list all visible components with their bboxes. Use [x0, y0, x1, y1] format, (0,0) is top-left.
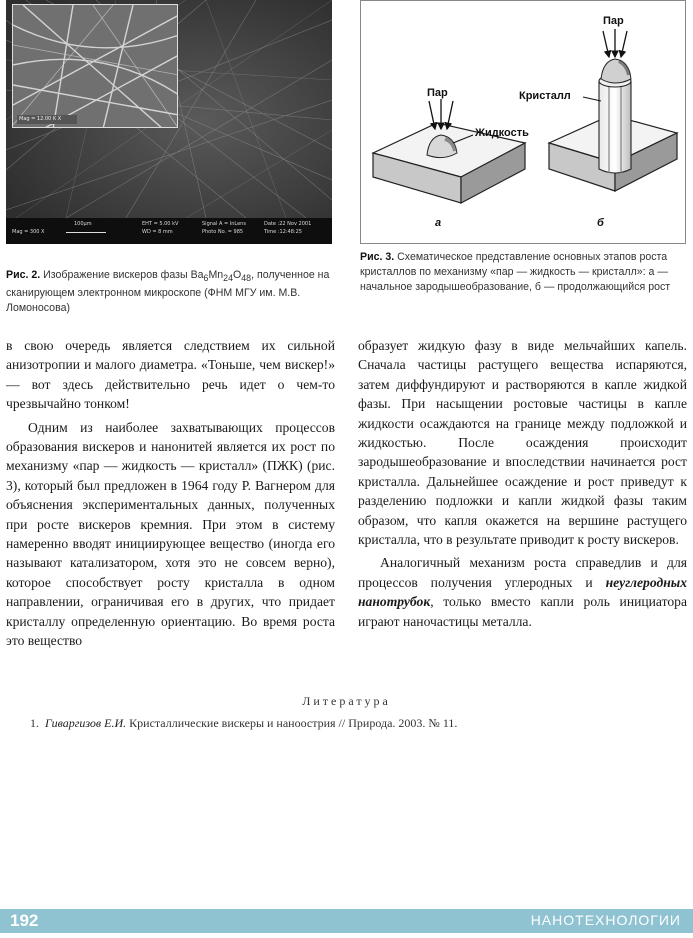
- panel-a-label: а: [435, 217, 442, 229]
- formula-part: Mn: [208, 269, 224, 281]
- right-paragraph-1: образует жидкую фазу в виде мельчайших капель. Сначала частицы растущего вещества испаряются, затем диффундируют и растворяются в капле жидкой фазы. При насыщении ростовые частицы в капле жидкости осаждаются на границе между подложкой и жидкостью. После осаждения происходит зародышеобразование и впоследствии начинается рост кристалла. Дальнейшее осаждение и рост приведут к разделению подложки и капли жидкой фазы таким образом, что капля окажется на вершине растущего кристалла, что в результате приводит к росту вискеров.: [358, 338, 687, 548]
- scale-bar: [66, 232, 106, 233]
- figure2-caption-text: Изображение вискеров фазы Ba: [40, 269, 204, 281]
- mag-label: Mag = 300 X: [12, 229, 45, 235]
- figure3-caption: [360, 250, 690, 295]
- left-column: [6, 336, 335, 651]
- literature-title: Кристаллические вискеры и наноострия // Природа. 2003. № 11.: [126, 716, 458, 730]
- sem-inset-image: [12, 4, 178, 128]
- photo-label: Photo No. = 985: [202, 229, 244, 235]
- paragraph-text-end: , только вместо капли роль инициатора играют наночастицы металла.: [358, 594, 687, 629]
- crystal-label: Кристалл: [519, 90, 571, 102]
- page-number: 192: [10, 911, 39, 930]
- literature-item: [30, 716, 670, 731]
- vls-schematic-figure: [360, 0, 686, 244]
- signal-label: Signal A = InLens: [202, 221, 246, 227]
- figure2-caption-text-end: , полученное на сканирующем электронном микроскопе (ФНМ МГУ им. М.В. Ломоносова): [6, 269, 330, 315]
- formula-sub: 24: [223, 273, 233, 284]
- vapor-label-b: Пар: [603, 15, 624, 27]
- figure3-caption-label: Рис. 3.: [360, 251, 395, 263]
- right-column: [358, 336, 687, 631]
- liquid-label: Жидкость: [475, 127, 529, 139]
- emphasis-term: неуглеродных нанотрубок: [358, 574, 687, 610]
- formula-sub: 48: [241, 273, 252, 284]
- figure2-caption: [6, 268, 336, 316]
- sem-info-bar: [6, 218, 332, 244]
- scale-label: 100μm: [74, 221, 92, 227]
- sem-image-figure: [6, 0, 332, 244]
- inset-info-text: Mag = 12.00 K X: [19, 116, 62, 122]
- page-footer: [0, 909, 693, 933]
- vls-diagram: [361, 1, 687, 245]
- journal-name: НАНОТЕХНОЛОГИИ: [530, 912, 681, 928]
- figure3-caption-text: Схематическое представление основных этапов роста кристаллов по механизму «пар — жидкость — кристалл»: а — начальное зародышеобразование, б — продолжающийся рост: [360, 251, 671, 293]
- panel-b-label: б: [597, 217, 604, 229]
- time-label: Time :12:48:25: [264, 229, 302, 235]
- formula-part: O: [233, 269, 242, 281]
- literature-heading: Литература: [302, 694, 391, 708]
- literature-number: 1.: [30, 716, 39, 730]
- literature-author: Гиваргизов Е.И.: [45, 716, 127, 730]
- paragraph-text: Аналогичный механизм роста справедлив и для процессов получения углеродных и: [358, 555, 687, 590]
- wd-label: WD = 8 mm: [142, 229, 173, 235]
- vapor-label-a: Пар: [427, 87, 448, 99]
- left-paragraph-2: Одним из наиболее захватывающих процессов образования вискеров и нанонитей является их рост по механизму «пар — жидкость — кристалл» (ПЖК) (рис. 3), который был предложен в 1964 году Р. Вагнером для объяснения экспериментальных данных, полученных при росте вискеров кремния. При этом в систему намеренно вводят инициирующее вещество (иногда его называют катализатором, хотя это не совсем верно), которое способствует росту кристалла в одном направлении, ограничивая его в других, что придает кристаллу определенную ориентацию. Во время роста это вещество: [6, 419, 335, 649]
- left-paragraph-1: в свою очередь является следствием их сильной анизотропии и малого диаметра. «Тоньше, чем вискер!» — вот здесь действительно речь идет о чем-то чрезвычайно тонком!: [6, 338, 335, 412]
- right-paragraph-2: [358, 553, 687, 631]
- formula-sub: 6: [203, 273, 209, 284]
- figure2-caption-label: Рис. 2.: [6, 269, 41, 281]
- eht-label: EHT = 5.00 kV: [142, 221, 179, 227]
- date-label: Date :22 Nov 2001: [264, 221, 312, 227]
